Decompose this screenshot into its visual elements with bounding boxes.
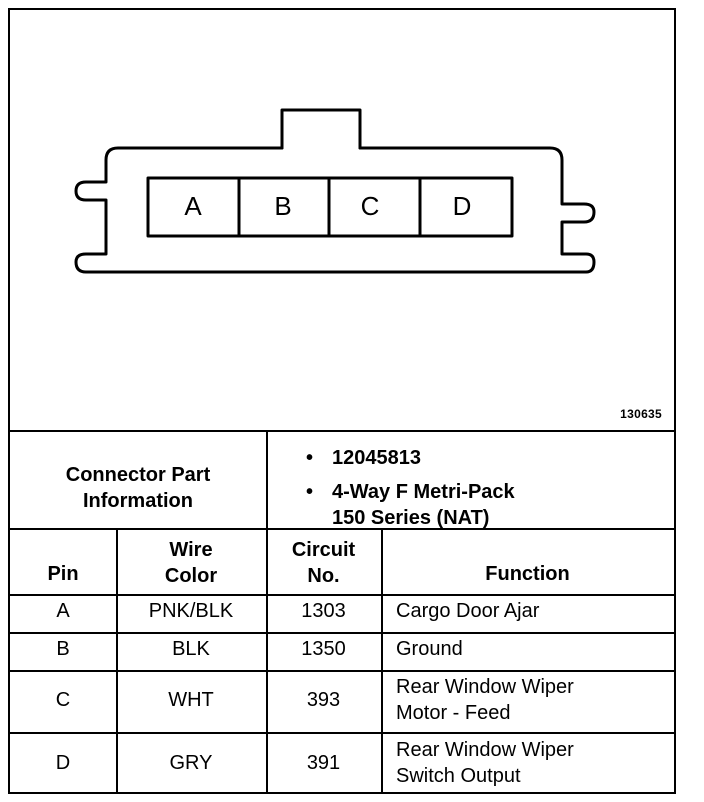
row-b-bottom-border <box>10 670 674 672</box>
header-bottom-border <box>10 594 674 596</box>
pin-label-c: C <box>360 191 380 221</box>
row-a-pin: A <box>56 600 70 622</box>
part-info-list <box>306 445 515 531</box>
header-wire-color: Wire Color <box>164 539 218 587</box>
row-b-wire-color: BLK <box>172 638 210 660</box>
row-a-function: Cargo Door Ajar <box>396 600 540 622</box>
row-c-wire-color: WHT <box>168 689 214 711</box>
header-function: Function <box>485 563 570 585</box>
header-circuit-no: Circuit No. <box>291 539 356 587</box>
connector-part-information-label: Connector Part Information <box>65 464 211 512</box>
connector-type-item: • 4-Way F Metri-Pack <box>306 481 515 503</box>
connector-outline <box>10 10 674 430</box>
row-b-circuit: 1350 <box>301 638 346 660</box>
row-a-wire-color: PNK/BLK <box>148 600 234 622</box>
row-a-circuit: 1303 <box>301 600 346 622</box>
connector-type-item-line2: 150 Series (NAT) <box>332 507 490 529</box>
row-d-wire-color: GRY <box>169 752 213 774</box>
row-a-bottom-border <box>10 632 674 634</box>
row-b-pin: B <box>56 638 70 660</box>
row-b-function: Ground <box>396 638 463 660</box>
row-c-pin: C <box>55 689 71 711</box>
row-d-circuit: 391 <box>306 752 341 774</box>
row-c-circuit: 393 <box>306 689 341 711</box>
pin-label-b: B <box>274 191 292 221</box>
pin-label-d: D <box>452 191 472 221</box>
row-d-pin: D <box>55 752 71 774</box>
connector-end-view-frame <box>8 8 676 794</box>
pin-label-a: A <box>184 191 202 221</box>
row-c-function: Rear Window Wiper Motor - Feed <box>396 676 574 724</box>
row-d-function: Rear Window Wiper Switch Output <box>396 739 574 787</box>
table-top-border <box>10 430 674 432</box>
figure-id: 130635 <box>620 407 662 421</box>
connector-diagram <box>10 10 674 430</box>
row-c-bottom-border <box>10 732 674 734</box>
header-pin: Pin <box>47 563 79 585</box>
part-number-item: • 12045813 <box>306 447 421 469</box>
